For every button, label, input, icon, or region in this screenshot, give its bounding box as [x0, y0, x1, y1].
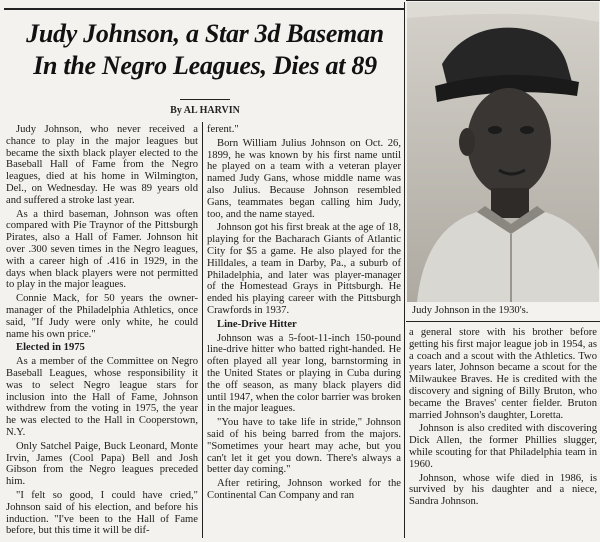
portrait-image [407, 2, 599, 302]
paragraph: Johnson, whose wife died in 1986, is survived by his daughter and a niece, Sandra Johnson. [409, 472, 597, 508]
article-column-3 [409, 327, 597, 510]
paragraph: ferent." [207, 124, 239, 135]
paragraph: Johnson got his first break at the age of 18, playing for the Bacharach Giants of Atlantic City for $5 a game. He also played for the Hilldales, a team in Darby, Pa., a suburb of Philadelphia, and later was player-manager of the Homestead Grays in Pittsburgh. He ended his playing career with the Pittsburgh Crawfords in 1937. [207, 222, 401, 316]
subhead: Elected in 1975 [16, 342, 85, 354]
paragraph: Judy Johnson, who never received a chance to play in the major leagues but became the sixth black player elected to the Baseball Hall of Fame from the Negro leagues, died at his home in Wilmington, Del., on Wednesday. He was 89 years old and suffered a stroke last year. [6, 124, 198, 206]
column-rule [404, 2, 405, 538]
byline-rule [180, 99, 230, 100]
paragraph: Connie Mack, for 50 years the owner-manager of the Philadelphia Athletics, once said, "If Judy were only white, he could name his own price." [6, 293, 198, 340]
headline [6, 18, 404, 82]
paragraph: a general store with his brother before getting his first major league job in 1954, as a coach and a scout with the Athletics. Two years later, Johnson became a scout for the Milwaukee Braves. He is credited with the discovery and signing of Billy Bruton, who became the Braves' center fielder. Bruton married Johnson's daughter, Loretta. [409, 327, 597, 421]
byline: By AL HARVIN [170, 105, 240, 116]
paragraph: Only Satchel Paige, Buck Leonard, Monte Irvin, James (Cool Papa) Bell and Josh Gibson from the Negro leagues preceded him. [6, 440, 198, 488]
paragraph: Johnson is also credited with discovering Dick Allen, the former Phillies slugger, while scouting for that Philadelphia team in 1960. [409, 423, 597, 470]
article-column-1 [6, 124, 198, 539]
paragraph: As a member of the Committee on Negro Baseball Leagues, whose responsibility it was to select Negro league stars for inclusion into the Hall of Fame, Johnson withdrew from the voting in 1975, the year he was elected to the Hall in Cooperstown, N.Y. [6, 356, 198, 438]
column-rule [202, 122, 203, 538]
top-rule [4, 8, 404, 10]
paragraph: After retiring, Johnson worked for the Continental Can Company and ran [207, 478, 401, 501]
photo-top-rule [406, 0, 600, 1]
article-column-2 [207, 124, 401, 504]
headline-line-2: In the Negro Leagues, Dies at 89 [33, 51, 377, 80]
headline-line-1: Judy Johnson, a Star 3d Baseman [26, 19, 384, 48]
paragraph: "I felt so good, I could have cried," Johnson said of his election, and before his induction. "I've been to the Hall of Fame before, but this time it will be dif- [6, 489, 198, 537]
photo-caption: Judy Johnson in the 1930's. [412, 305, 529, 316]
subhead: Line-Drive Hitter [217, 318, 297, 330]
caption-rule [406, 321, 600, 322]
portrait-photo [407, 2, 599, 302]
paragraph: Born William Julius Johnson on Oct. 26, 1899, he was known by his first name until he played on a team with a veteran player named Judy Gans, whose middle name was also Julius. Because Johnson resembled Gans, teammates began calling him Judy, too, and the name stayed. [207, 137, 401, 220]
paragraph: "You have to take life in stride," Johnson said of his being barred from the majors. "Sometimes your heart may ache, but you can't let it get you down. There's always a better day coming." [207, 417, 401, 476]
paragraph: As a third baseman, Johnson was often compared with Pie Traynor of the Pittsburgh Pirates, also a Hall of Famer. Johnson hit over .300 seven times in the Negro leagues, with a career high of .416 in 1929, in the days when black players were not permitted to play in the major leagues. [6, 208, 198, 291]
paragraph: Johnson was a 5-foot-11-inch 150-pound line-drive hitter who batted right-handed. He often played all year long, barnstorming in the United States or playing in Cuba during the off season, as many black players did until 1947, when the color barrier was broken in the major leagues. [207, 332, 401, 415]
